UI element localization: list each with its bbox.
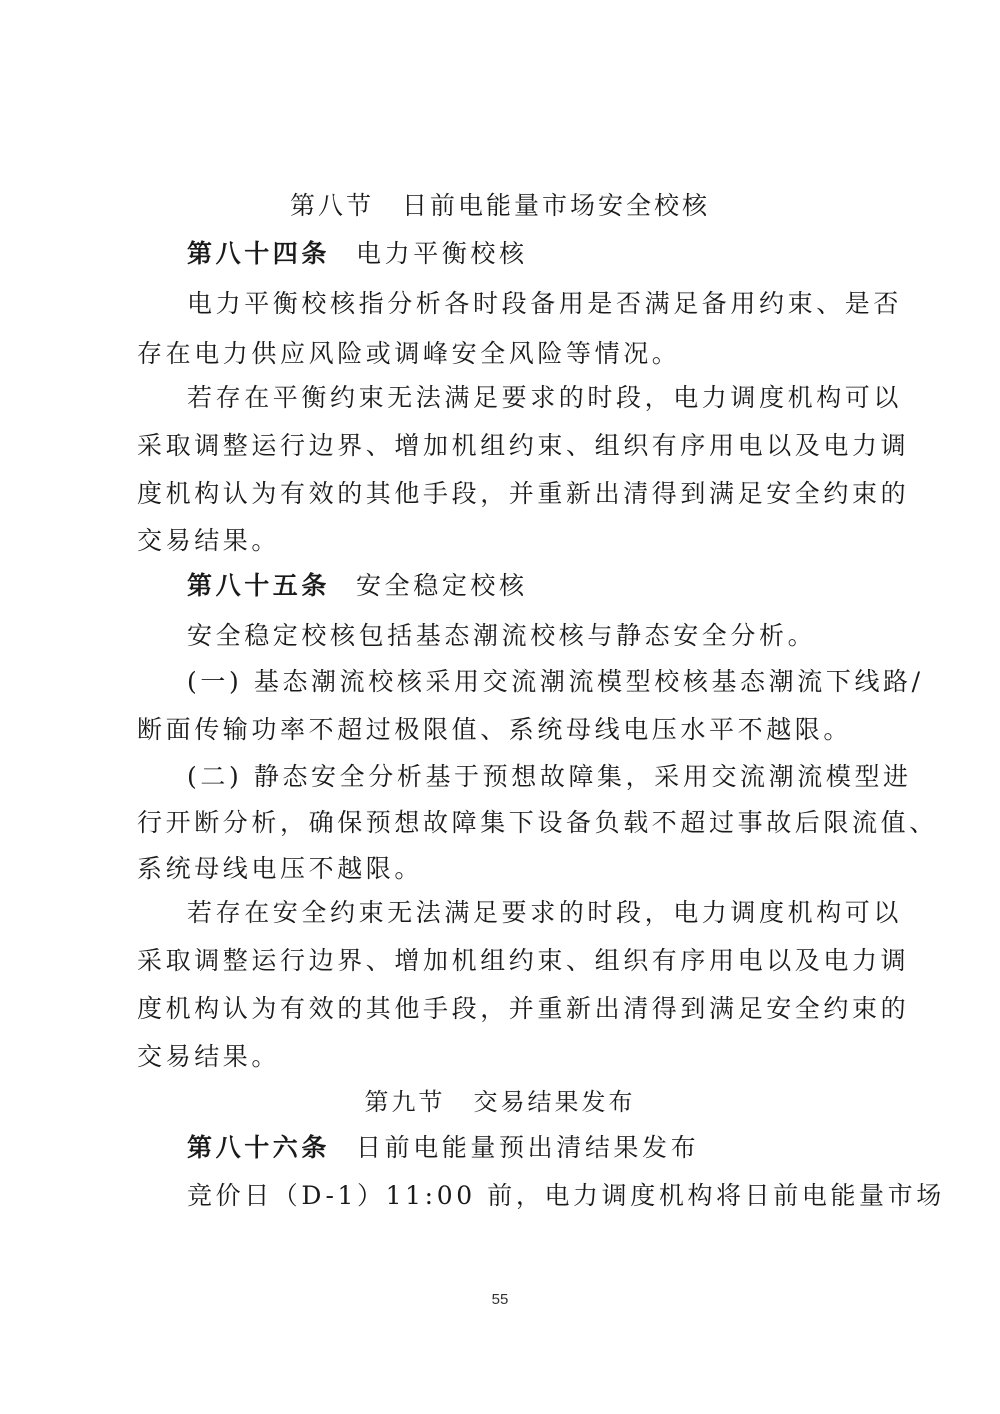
article-title: 安全稳定校核	[356, 571, 528, 600]
section-heading	[0, 1082, 1000, 1117]
article-heading	[187, 1128, 877, 1164]
article-heading	[187, 566, 877, 602]
article-label: 第八十六条	[187, 1133, 331, 1162]
paragraph-line: 存在电力供应风险或调峰安全风险等情况。	[137, 339, 681, 368]
list-item-line: 断面传输功率不超过极限值、系统母线电压水平不越限。	[137, 715, 853, 744]
paragraph-line: 采取调整运行边界、增加机组约束、组织有序用电以及电力调	[137, 946, 910, 975]
paragraph-line: 交易结果。	[137, 1042, 281, 1071]
article-label: 第八十四条	[187, 239, 331, 268]
page-number: 55	[491, 1291, 509, 1308]
article-title: 电力平衡校核	[356, 239, 528, 268]
paragraph-line: 竞价日（D-1）11:00 前，电力调度机构将日前电能量市场	[187, 1181, 945, 1210]
list-item-line: 系统母线电压不越限。	[137, 854, 424, 883]
section-title: 交易结果发布	[473, 1088, 636, 1116]
paragraph-line: 若存在平衡约束无法满足要求的时段，电力调度机构可以	[187, 383, 903, 412]
list-item-line: 行开断分析，确保预想故障集下设备负载不超过事故后限流值、	[137, 808, 938, 837]
paragraph-line: 交易结果。	[137, 526, 281, 555]
paragraph-line: 采取调整运行边界、增加机组约束、组织有序用电以及电力调	[137, 431, 910, 460]
paragraph-line: 电力平衡校核指分析各时段备用是否满足备用约束、是否	[187, 289, 903, 318]
section-title: 日前电能量市场安全校核	[402, 191, 711, 220]
paragraph-line: 度机构认为有效的其他手段，并重新出清得到满足安全约束的	[137, 994, 910, 1023]
list-item-line: (二) 静态安全分析基于预想故障集，采用交流潮流模型进	[187, 762, 912, 791]
article-label: 第八十五条	[187, 571, 331, 600]
paragraph-line: 度机构认为有效的其他手段，并重新出清得到满足安全约束的	[137, 479, 910, 508]
article-heading	[187, 234, 877, 270]
article-title: 日前电能量预出清结果发布	[356, 1133, 700, 1162]
paragraph-line: 若存在安全约束无法满足要求的时段，电力调度机构可以	[187, 898, 903, 927]
section-label: 第九节	[364, 1088, 446, 1116]
section-heading	[0, 186, 1000, 222]
paragraph-line: 安全稳定校核包括基态潮流校核与静态安全分析。	[187, 621, 817, 650]
section-label: 第八节	[289, 191, 374, 220]
list-item-line: (一) 基态潮流校核采用交流潮流模型校核基态潮流下线路/	[187, 667, 924, 696]
